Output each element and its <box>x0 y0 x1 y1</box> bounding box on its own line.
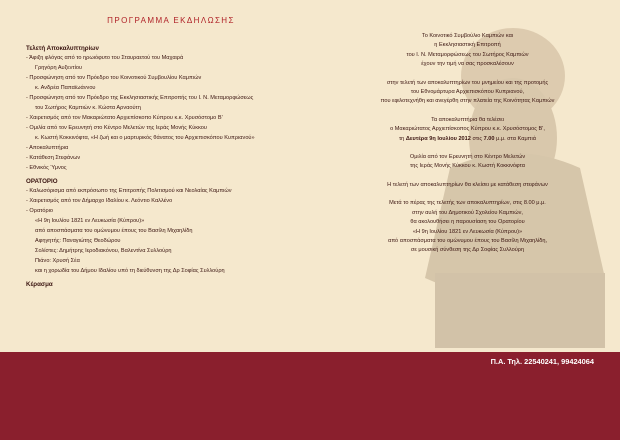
event-date: Δευτέρα 9η Ιουλίου 2012 <box>405 135 471 142</box>
list-item: - Ομιλία από τον Ερευνητή στο Κέντρο Μελετών της Ιεράς Μονής Κύκκου κ. Κωστή Κοκκινόφτα, «Η ζωή και ο μαρτυρικός θάνατος του Αρχιεπισκόπου Κυπριανού» <box>26 125 255 141</box>
invitation-paragraph-oratorio: Μετά το πέρας της τελετής των αποκαλυπτηρίων, στις 8.00 μ.μ. στην αυλή του Δημοτικού Σχολείου Καμπιών, θα ακολουθήσει η παρουσίαση του Ορατορίου «Η 9η Ιουλίου 1821 εν Λευκωσία (Κύπρου)» από αποσπάσματα του ομώνυμου έπους του Βασίλη Μιχαηλίδη, σε μουσική σύνθεση της Δρ Σοφίας Συλλούρη <box>387 200 548 254</box>
program-title: ΠΡΟΓΡΑΜΜΑ ΕΚΔΗΛΩΣΗΣ <box>107 16 235 25</box>
list-item: - Εθνικός Ύμνος <box>26 165 67 171</box>
oratorio-heading: ΟΡΑΤΟΡΙΟ <box>26 178 58 185</box>
unveiling-list <box>26 53 336 173</box>
invitation-paragraph-hosts: Το Κοινοτικό Συμβούλιο Καμπιών και η Εκκλησιαστική Επιτροπή του Ι. Ν. Μεταμορφώσεως του Σωτήρος Καμπιών έχουν την τιμή να σας προσκαλέσουν <box>406 33 529 68</box>
invitation-paragraph-ceremony: στην τελετή των αποκαλυπτηρίων του μνημείου και της προτομής του Εθνομάρτυρα Αρχιεπισκόπου Κυπριανού, που εφιλοτεχνήθη και ανεγέρθη στην πλατεία της Κοινότητας Καμπιών <box>380 79 555 105</box>
list-item: - Αποκαλυπτήρια <box>26 145 69 151</box>
oratorio-list <box>26 186 336 276</box>
list-item: - Προσφώνηση από τον Πρόεδρο της Εκκλησιαστικής Επιτροπής του Ι. Ν. Μεταμορφώσεως του Σωτήρος Καμπιών κ. Κώστα Αρναούτη <box>26 95 254 111</box>
unveiling-heading: Τελετή Αποκαλυπτηρίων <box>26 45 99 52</box>
list-item: - Άφιξη φλόγας από το ηρωιόφυτο του Σταυραετού του Μαχαιρά Γρηγόρη Αυξεντίου <box>26 55 184 71</box>
list-item: - Προσφώνηση από τον Πρόεδρο του Κοινοτικού Συμβουλίου Καμπιών κ. Ανδρέα Παπαϊωάννου <box>26 75 202 91</box>
list-item: - Χαιρετισμός από τον Δήμαρχο Ιδαλίου κ. Λεόντιο Καλλένο <box>26 198 173 204</box>
phone-numbers: Π.Α. Τηλ. 22540241, 99424064 <box>490 357 594 366</box>
list-item: - Χαιρετισμός από τον Μακαριώτατο Αρχιεπίσκοπο Κύπρου κ.κ. Χρυσόστομο Β' <box>26 115 223 121</box>
invitation-paragraph-wreaths: Η τελετή των αποκαλυπτηρίων θα κλείσει με κατάθεση στεφάνων <box>387 181 548 188</box>
list-item: - Καλωσόρισμα από εκπρόσωπο της Επιτροπής Πολιτισμού και Νεολαίας Καμπιών <box>26 188 232 194</box>
program-column <box>26 16 336 289</box>
list-item: - Κατάθεση Στεφάνων <box>26 155 81 161</box>
invitation-column <box>335 32 600 265</box>
reception-label: Κέρασμα <box>26 281 53 288</box>
invitation-paragraph-speaker: Ομιλία από τον Ερευνητή στο Κέντρο Μελετών της Ιεράς Μονής Κύκκου κ. Κωστή Κοκκινόφτα <box>409 154 526 170</box>
event-time: 7.00 <box>483 135 495 142</box>
invitation-paragraph-date: Τα αποκαλυπτήρια θα τελέσει ο Μακαριώτατος Αρχιεπίσκοπος Κύπρου κ.κ. Χρυσόστομος Β', τη Δευτέρα 9η Ιουλίου 2012 στις 7.00 μ.μ. στα Καμπιά <box>390 116 545 142</box>
footer-band <box>0 352 620 440</box>
list-item: - Ορατόριο «Η 9η Ιουλίου 1821 εν Λευκωσία (Κύπρου)» από αποσπάσματα του ομώνυμου έπους του Βασίλη Μιχαηλίδη Αφηγητής: Παναγιώτης Θεοδώρου Σολίστες: Δημήτρης Ιεροδιακόνου, Βαλεντίνα Συλλούρη Πιάνο: Χρυσή Σέα και η χορωδία του Δήμου Ιδαλίου υπό τη διεύθυνση της Δρ Σοφίας Συλλούρη <box>26 208 225 274</box>
